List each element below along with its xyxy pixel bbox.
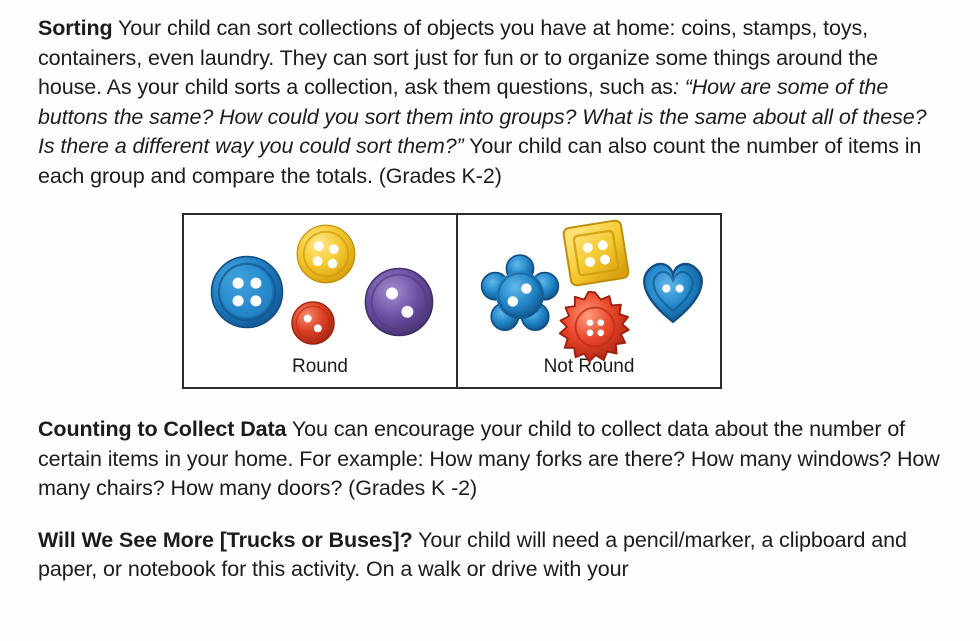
- paragraph-counting: [38, 415, 942, 504]
- blue-round-button: [210, 255, 284, 329]
- spacer-between-paragraphs: [38, 504, 942, 526]
- counting-body: You can encourage your child to collect data about the number of certain items in your home. For example: How many forks are there? How many windows? How many chairs? How many doors? (Grades K -2): [38, 417, 940, 500]
- sorting-body-after-quote: Your child can also count the number of items in each group and compare the totals. (Grades K-2): [38, 134, 922, 188]
- sorting-body-before-quote: Your child can sort collections of objects you have at home: coins, stamps, toys, containers, even laundry. They can sort just for fun or to organize some things around the house. As your child sorts a collection, ask them questions, such as: [38, 16, 878, 99]
- round-button-canvas: [184, 215, 456, 357]
- spacer-after-figure: [38, 389, 942, 415]
- document-content: [38, 14, 942, 585]
- purple-round-button: [364, 267, 434, 337]
- trucks-buses-body: Your child will need a pencil/marker, a clipboard and paper, or notebook for this activity. On a walk or drive with your: [38, 527, 907, 581]
- button-sorting-diagram: [182, 213, 722, 389]
- blue-flower-button: [480, 255, 560, 335]
- not-round-button-canvas: [458, 215, 720, 357]
- paragraph-trucks-buses: [38, 526, 942, 585]
- heading-counting: Counting to Collect Data: [38, 417, 287, 441]
- yellow-square-button: [563, 220, 629, 286]
- sorting-quote: : “How are some of the buttons the same? How could you sort them into groups? What is the same about all of these? Is there a different way you could sort them?”: [38, 75, 927, 158]
- figure-wrapper: [38, 213, 942, 389]
- sort-label-round: Round: [292, 356, 348, 377]
- sort-label-not-round: Not Round: [543, 356, 635, 377]
- blue-heart-button: [636, 253, 710, 327]
- paragraph-sorting: [38, 14, 942, 191]
- heading-trucks-buses: Will We See More [Trucks or Buses]?: [38, 527, 413, 552]
- red-gear-button: [559, 291, 631, 363]
- sort-column-not-round: [458, 215, 720, 387]
- heading-sorting: Sorting: [38, 16, 113, 40]
- spacer-after-sorting: [38, 191, 942, 213]
- sort-column-round: [184, 215, 458, 387]
- red-small-round-button: [291, 301, 335, 345]
- yellow-round-button: [296, 224, 356, 284]
